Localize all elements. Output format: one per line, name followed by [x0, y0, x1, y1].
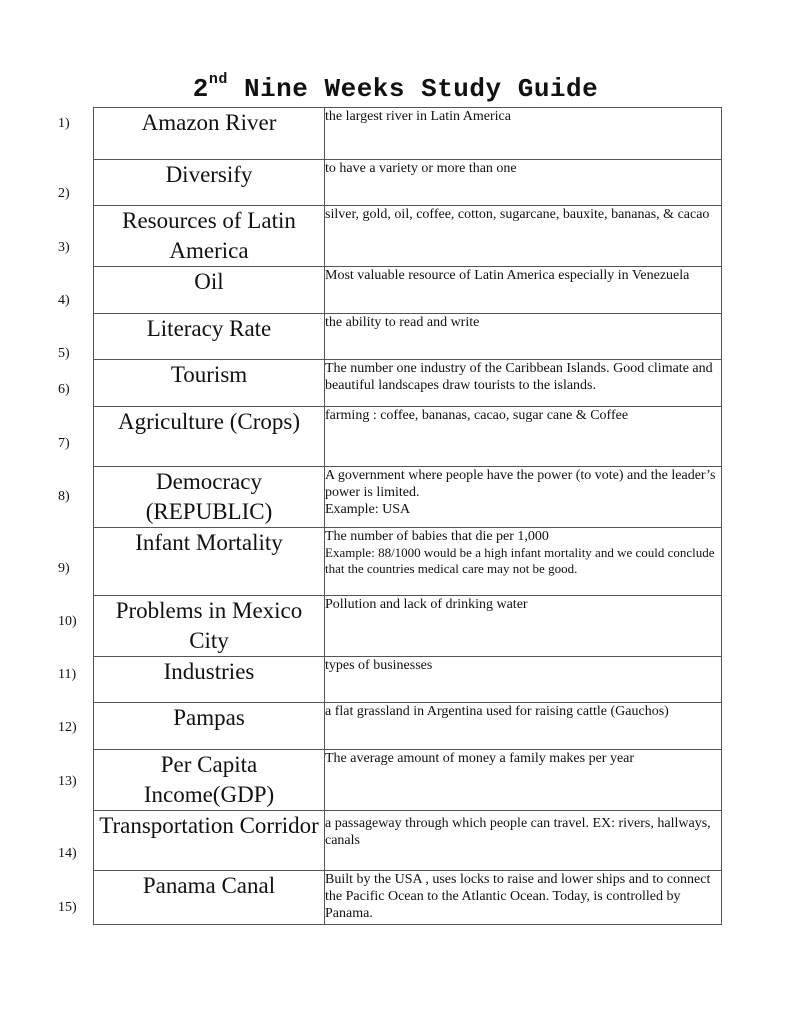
term-cell: Oil — [94, 267, 325, 314]
table-row — [94, 206, 722, 267]
definition-cell — [325, 596, 722, 657]
table-row — [94, 596, 722, 657]
row-number: 2) — [58, 186, 70, 201]
table-row — [94, 108, 722, 160]
term-cell: Resources of Latin America — [94, 206, 325, 267]
definition-text: types of businesses — [325, 658, 433, 673]
term-cell: Transportation Corridor — [94, 811, 325, 871]
row-number: 11) — [58, 667, 77, 682]
definition-example: Example: USA — [325, 502, 411, 517]
row-number: 15) — [58, 900, 77, 915]
table-row — [94, 160, 722, 206]
definition-text: Pollution and lack of drinking water — [325, 597, 528, 612]
definition-text: Built by the USA , uses locks to raise and lower ships and to connect the Pacific Ocean to the Atlantic Ocean. Today, is controlled by Panama. — [325, 872, 711, 921]
row-number: 8) — [58, 489, 70, 504]
row-number: 5) — [58, 346, 70, 361]
row-number: 1) — [58, 116, 70, 131]
row-number: 13) — [58, 774, 77, 789]
definition-cell — [325, 657, 722, 703]
definition-text: farming : coffee, bananas, cacao, sugar cane & Coffee — [325, 408, 629, 423]
definition-cell — [325, 811, 722, 871]
term-cell: Literacy Rate — [94, 314, 325, 360]
row-number: 14) — [58, 846, 77, 861]
definition-text: Most valuable resource of Latin America especially in Venezuela — [325, 268, 690, 283]
term-cell: Panama Canal — [94, 871, 325, 925]
row-number: 3) — [58, 240, 70, 255]
definition-cell — [325, 528, 722, 596]
row-number: 7) — [58, 436, 70, 451]
term-cell: Pampas — [94, 703, 325, 750]
definition-text: The number of babies that die per 1,000 — [325, 529, 549, 544]
definition-text: to have a variety or more than one — [325, 161, 517, 176]
definition-example: Example: 88/1000 would be a high infant mortality and we could conclude that the countries medical care may not be good. — [325, 545, 715, 576]
table-row — [94, 811, 722, 871]
page-title: 2nd Nine Weeks Study Guide — [192, 71, 599, 104]
table-row — [94, 267, 722, 314]
definition-cell — [325, 314, 722, 360]
definition-cell — [325, 750, 722, 811]
definition-text: a passageway through which people can travel. EX: rivers, hallways, canals — [325, 816, 711, 848]
definition-cell — [325, 160, 722, 206]
definition-text: The average amount of money a family makes per year — [325, 751, 635, 766]
definition-cell — [325, 108, 722, 160]
definition-cell — [325, 467, 722, 528]
study-guide-table — [93, 107, 722, 925]
term-cell: Industries — [94, 657, 325, 703]
row-number: 9) — [58, 561, 70, 576]
row-number: 10) — [58, 614, 77, 629]
table-row — [94, 314, 722, 360]
table-row — [94, 528, 722, 596]
term-cell: Tourism — [94, 360, 325, 407]
table-row — [94, 657, 722, 703]
definition-text: The number one industry of the Caribbean Islands. Good climate and beautiful landscapes draw tourists to the islands. — [325, 361, 713, 393]
table-row — [94, 467, 722, 528]
term-cell: Per Capita Income(GDP) — [94, 750, 325, 811]
table-row — [94, 407, 722, 467]
term-cell: Democracy (REPUBLIC) — [94, 467, 325, 528]
definition-text: A government where people have the power (to vote) and the leader’s power is limited. — [325, 468, 716, 500]
row-number: 12) — [58, 720, 77, 735]
definition-cell — [325, 206, 722, 267]
definition-text: the ability to read and write — [325, 315, 480, 330]
title-superscript: nd — [208, 71, 228, 89]
term-cell: Problems in Mexico City — [94, 596, 325, 657]
table-row — [94, 703, 722, 750]
definition-cell — [325, 703, 722, 750]
term-cell: Agriculture (Crops) — [94, 407, 325, 467]
definition-cell — [325, 871, 722, 925]
definition-text: a flat grassland in Argentina used for raising cattle (Gauchos) — [325, 704, 669, 719]
definition-cell — [325, 267, 722, 314]
term-cell: Diversify — [94, 160, 325, 206]
definition-text: silver, gold, oil, coffee, cotton, sugarcane, bauxite, bananas, & cacao — [325, 207, 710, 222]
table-row — [94, 360, 722, 407]
definition-cell — [325, 360, 722, 407]
table-row — [94, 871, 722, 925]
table-row — [94, 750, 722, 811]
term-cell: Infant Mortality — [94, 528, 325, 596]
definition-text: the largest river in Latin America — [325, 109, 511, 124]
term-cell: Amazon River — [94, 108, 325, 160]
definition-cell — [325, 407, 722, 467]
row-number: 4) — [58, 293, 70, 308]
row-number: 6) — [58, 382, 70, 397]
